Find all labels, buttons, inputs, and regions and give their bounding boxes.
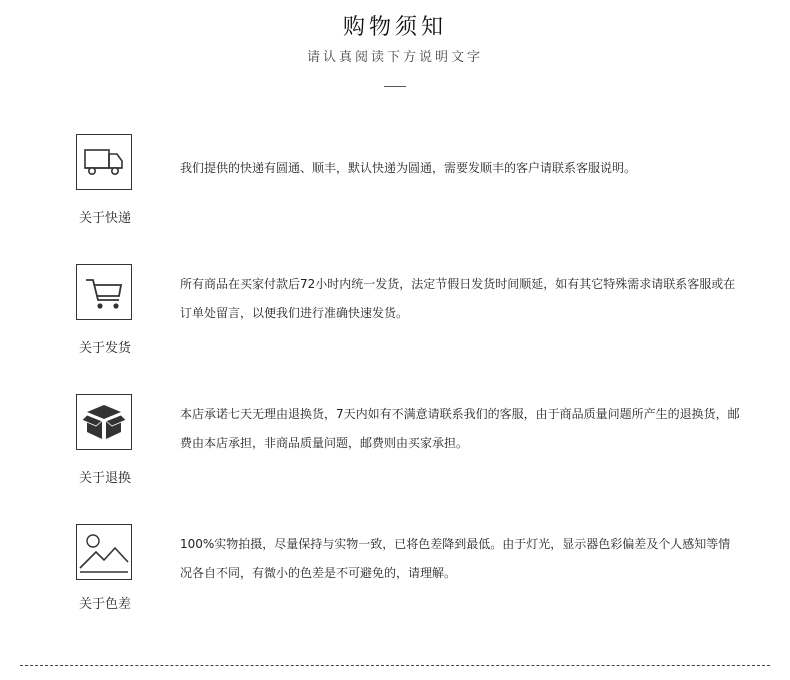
section-text: 所有商品在买家付款后72小时内统一发货，法定节假日发货时间顺延，如有其它特殊需求请联系客服或在订单处留言，以便我们进行准确快速发货。 [180,277,736,320]
page-title: 购物须知 [342,15,447,40]
bottom-divider [20,665,770,666]
section-text: 本店承诺七天无理由退换货，7天内如有不满意请联系我们的客服，由于商品质量问题所产生的退换货，邮费由本店承担，非商品质量问题，邮费则由买家承担。 [180,407,740,450]
section-label: 关于色差 [78,597,131,612]
notice-section-shipping [0,264,790,374]
section-text: 100%实物拍摄，尽量保持与实物一致，已将色差降到最低。由于灯光，显示器色彩偏差及个人感知等情况各自不同，有微小的色差是不可避免的，请理解。 [180,537,731,580]
section-label: 关于退换 [78,471,131,486]
section-label: 关于快递 [78,211,131,226]
truck-icon [76,134,132,190]
page-subtitle: 请认真阅读下方说明文字 [306,50,483,65]
notice-section-color [0,524,790,634]
notice-section-delivery [0,134,790,244]
shopping-cart-icon [76,264,132,320]
box-icon [76,394,132,450]
section-text: 我们提供的快递有圆通、顺丰，默认快递为圆通，需要发顺丰的客户请联系客服说明。 [180,161,637,175]
title-divider [384,86,406,87]
notice-section-returns [0,394,790,504]
image-icon [76,524,132,580]
section-label: 关于发货 [78,341,131,356]
